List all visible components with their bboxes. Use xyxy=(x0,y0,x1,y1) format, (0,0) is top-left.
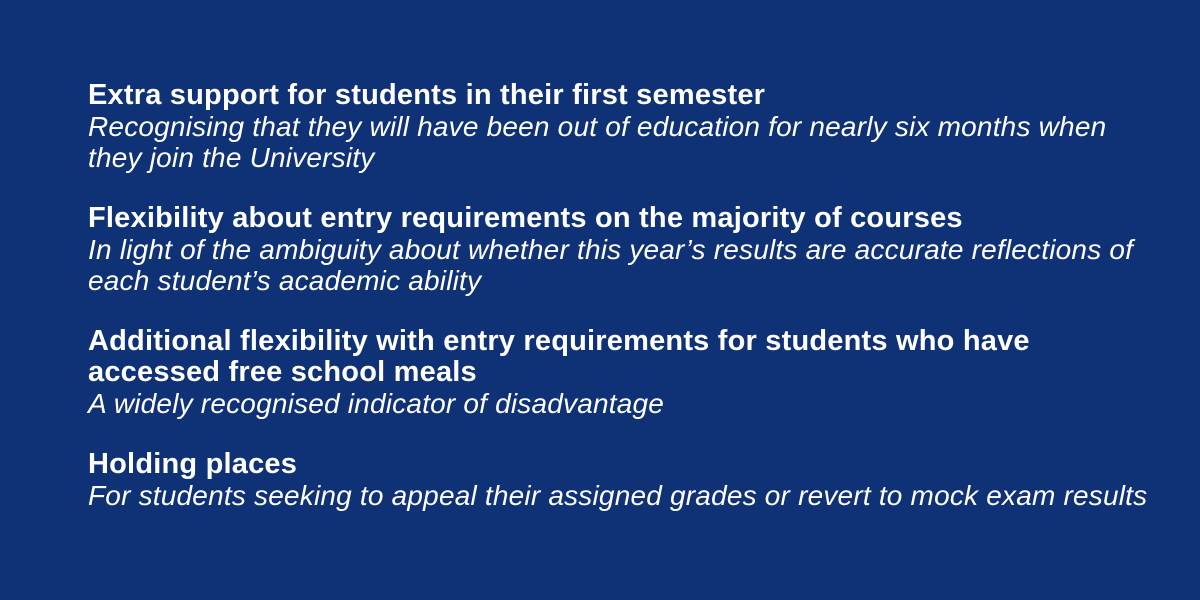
item-heading: Flexibility about entry requirements on the majority of courses xyxy=(88,202,963,234)
item-heading: Additional flexibility with entry requirements for students who have accessed free school meals xyxy=(88,325,1030,388)
list-item-entry-flexibility xyxy=(88,203,1148,296)
item-description: A widely recognised indicator of disadvantage xyxy=(88,388,665,419)
list-item-holding-places xyxy=(88,449,1148,511)
item-heading: Holding places xyxy=(88,448,298,480)
list-item-free-school-meals xyxy=(88,326,1148,419)
item-description: For students seeking to appeal their assigned grades or revert to mock exam results xyxy=(88,480,1148,511)
list-item-first-semester-support xyxy=(88,80,1148,173)
measures-list xyxy=(88,80,1148,541)
item-heading: Extra support for students in their first semester xyxy=(88,79,766,111)
item-description: In light of the ambiguity about whether this year’s results are accurate reflections of each student’s academic ability xyxy=(88,234,1134,296)
item-description: Recognising that they will have been out of education for nearly six months when they join the University xyxy=(88,111,1107,173)
